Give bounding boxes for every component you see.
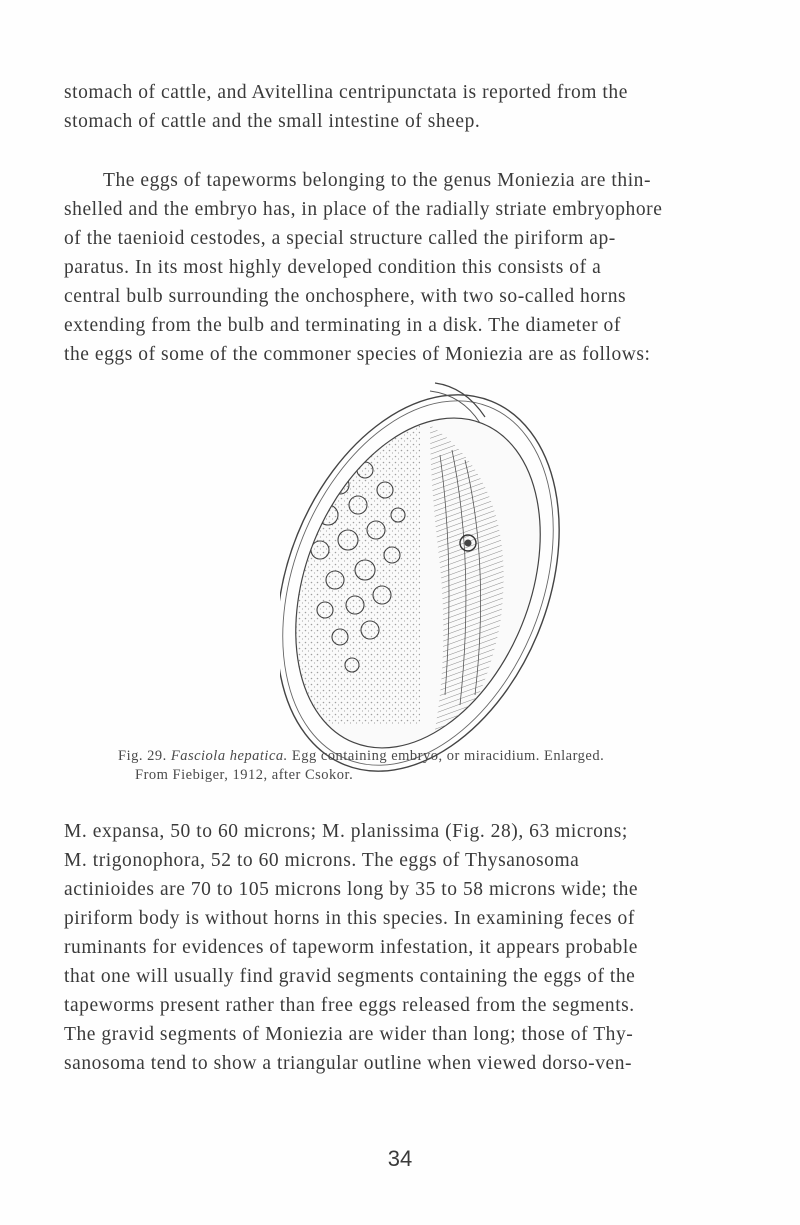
text-line: ruminants for evidences of tapeworm infestation, it appears probable — [64, 937, 639, 958]
text-line: the eggs of some of the commoner species of Moniezia are as follows: — [64, 344, 651, 365]
paragraph-2 — [64, 166, 764, 369]
figure-label: Fig. 29. — [118, 748, 167, 764]
text-line: shelled and the embryo has, in place of the radially striate embryophore — [64, 199, 663, 220]
text-line: M. trigonophora, 52 to 60 microns. The eggs of Thysanosoma — [64, 850, 580, 871]
text-line: The gravid segments of Moniezia are wider than long; those of Thy- — [64, 1024, 634, 1045]
egg-figure — [280, 365, 560, 785]
caption-source: From Fiebiger, 1912, after Csokor. — [135, 767, 354, 783]
paragraph-1 — [64, 78, 764, 136]
text-line: sanosoma tend to show a triangular outline when viewed dorso-ven- — [64, 1053, 633, 1074]
text-line: piriform body is without horns in this species. In examining feces of — [64, 908, 635, 929]
species-name: Fasciola hepatica. — [170, 748, 288, 764]
paragraph-3 — [64, 817, 764, 1078]
text-line: central bulb surrounding the onchosphere, with two so-called horns — [64, 286, 627, 307]
text-line: M. expansa, 50 to 60 microns; M. planissima (Fig. 28), 63 microns; — [64, 821, 628, 842]
text-line: extending from the bulb and terminating in a disk. The diameter of — [64, 315, 621, 336]
text-line: that one will usually find gravid segments containing the eggs of the — [64, 966, 636, 987]
text-line: The eggs of tapeworms belonging to the genus Moniezia are thin- — [103, 170, 652, 191]
figure-caption — [118, 747, 768, 785]
caption-line-1 — [118, 747, 768, 766]
text-line: stomach of cattle, and Avitellina centripunctata is reported from the — [64, 82, 628, 103]
text-line: stomach of cattle and the small intestine of sheep. — [64, 111, 481, 132]
text-line: paratus. In its most highly developed condition this consists of a — [64, 257, 602, 278]
caption-text: Egg containing embryo, or miracidium. Enlarged. — [291, 748, 605, 764]
text-line: tapeworms present rather than free eggs released from the segments. — [64, 995, 635, 1016]
text-line: of the taenioid cestodes, a special structure called the piriform ap- — [64, 228, 616, 249]
text-line: actinioides are 70 to 105 microns long by 35 to 58 microns wide; the — [64, 879, 639, 900]
egg-illustration — [280, 365, 560, 785]
page-number: 34 — [387, 1146, 413, 1171]
